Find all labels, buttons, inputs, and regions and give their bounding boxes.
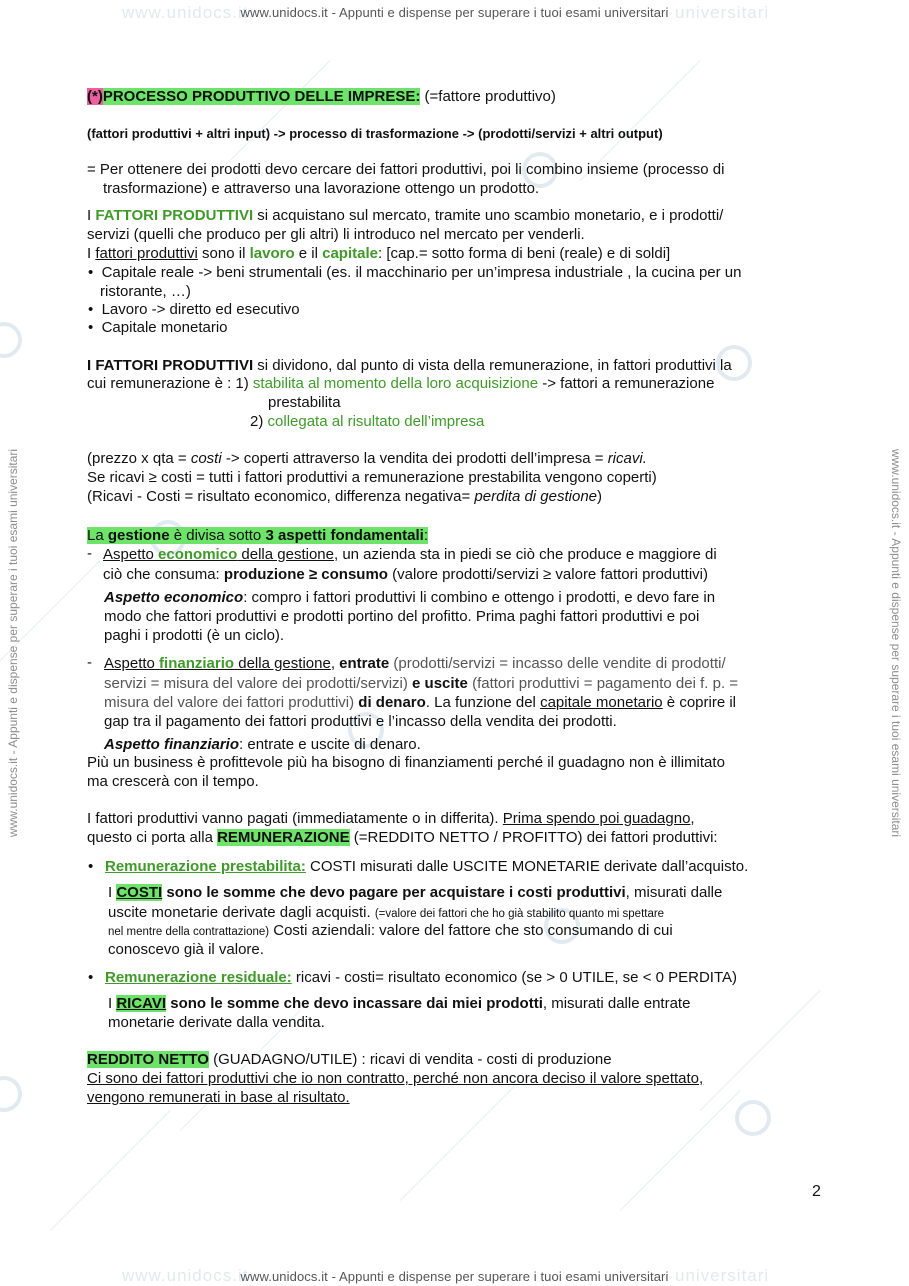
text: entrate <box>339 655 390 672</box>
text: Prima spendo poi guadagno <box>502 810 691 827</box>
text: Aspetto finanziario <box>104 736 240 753</box>
text: ciò che consuma: <box>103 566 224 583</box>
text: cui remunerazione è : 1) <box>87 375 253 392</box>
text: La <box>87 527 108 544</box>
text: misura del valore dei fattori produttivi) <box>104 694 359 711</box>
text: : entrate e uscite di denaro. <box>239 736 421 753</box>
capitale-keyword: capitale <box>322 245 378 262</box>
text: della gestione <box>237 546 334 563</box>
title-note: (=fattore produttivo) <box>420 88 556 105</box>
fp-bullet: • Lavoro -> diretto ed esecutivo <box>88 301 300 318</box>
fin-line: gap tra il pagamento dei fattori produttivi e l’incasso della vendita dei prodotti. <box>104 713 617 730</box>
fp-keyword: FATTORI PRODUTTIVI <box>95 207 254 224</box>
page-number: 2 <box>812 1183 821 1200</box>
page-title <box>87 87 556 106</box>
text: I <box>108 884 117 901</box>
text: Capitale monetario <box>101 319 228 336</box>
watermark-side-left: www.unidocs.it - Appunti e dispense per superare i tuoi esami universitari <box>6 448 20 838</box>
text: costi <box>190 450 222 467</box>
text: e il <box>294 245 323 262</box>
text: è coprire il <box>662 694 736 711</box>
costi-line <box>87 487 602 506</box>
text: si dividono, dal punto di vista della remunerazione, in fattori produttivi la <box>253 357 732 374</box>
text: perdita di gestione <box>474 488 598 505</box>
text: Aspetto <box>103 546 159 563</box>
text: Remunerazione prestabilita: <box>105 858 306 875</box>
text: REMUNERAZIONE <box>217 829 350 846</box>
text: collegata al risultato dell’impresa <box>267 413 485 430</box>
text: sono le somme che devo incassare dai miei prodotti <box>166 995 543 1012</box>
text: sono il <box>197 245 250 262</box>
text: : [cap.= sotto forma di beni (reale) e di soldi] <box>378 245 671 262</box>
pagati-line <box>87 828 718 847</box>
text: capitale monetario <box>540 694 663 711</box>
prest-line <box>105 857 748 876</box>
watermark-footer: www.unidocs.it - Appunti e dispense per superare i tuoi esami universitari <box>240 1269 669 1284</box>
costi-line: Se ricavi ≥ costi = tutti i fattori produttivi a remunerazione prestabilita vengono coperti) <box>87 469 657 486</box>
fp-bullet-cont: ristorante, …) <box>100 283 191 300</box>
watermark-ghost-top: www.unidocs.it <box>122 3 249 22</box>
bullet-marker: • <box>88 858 94 875</box>
resid-line <box>108 994 690 1013</box>
fp-line: servizi (quelli che produco per gli altri) li introduco nel mercato per venderli. <box>87 226 585 243</box>
econ-line <box>104 588 715 607</box>
formula-line: (fattori produttivi + altri input) -> processo di trasformazione -> (prodotti/servizi + altri output) <box>87 126 663 141</box>
watermark-side-right: www.unidocs.it - Appunti e dispense per superare i tuoi esami universitari <box>889 448 903 838</box>
econ-line <box>103 565 708 584</box>
text: stabilita al momento della loro acquisizione <box>252 375 539 392</box>
text: , <box>690 810 695 827</box>
text: di denaro <box>358 694 426 711</box>
gestione-tail: Più un business è profittevole più ha bisogno di finanziamenti perché il guadagno non è illimitato <box>87 754 725 771</box>
text: (=valore dei fattori che ho già stabilito quanto mi spettare <box>374 908 665 920</box>
text: COSTI misurati dalle USCITE MONETARIE derivate dall’acquisto. <box>305 858 749 875</box>
text: Costi aziendali: valore del fattore che sto consumando di cui <box>269 922 673 939</box>
text: Lavoro -> diretto ed esecutivo <box>101 301 300 318</box>
fp-line <box>87 206 723 225</box>
watermark-diagonal <box>700 990 821 1111</box>
text: ricavi - costi= risultato economico (se > 0 UTILE, se < 0 PERDITA) <box>291 969 738 986</box>
lavoro-keyword: lavoro <box>249 245 295 262</box>
watermark-diagonal <box>400 1080 521 1201</box>
text: (=REDDITO NETTO / PROFITTO) dei fattori produttivi: <box>349 829 718 846</box>
text: I <box>87 207 96 224</box>
text: uscite monetarie derivate dagli acquisti. <box>108 904 375 921</box>
text: Aspetto economico <box>104 589 244 606</box>
text: I <box>108 995 117 1012</box>
watermark-diagonal <box>50 1110 171 1231</box>
watermark-header: www.unidocs.it - Appunti e dispense per superare i tuoi esami universitari <box>240 5 669 20</box>
watermark-logo-icon <box>735 1100 771 1136</box>
text: (fattori produttivi = pagamento dei f. p. = <box>467 675 739 692</box>
fp-line <box>87 244 670 263</box>
text: (Ricavi - Costi = risultato economico, differenza negativa= <box>87 488 475 505</box>
rem-line <box>87 356 732 375</box>
text: finanziario <box>159 655 235 672</box>
text: I <box>87 245 96 262</box>
fin-line <box>104 693 736 712</box>
text: produzione ≥ consumo <box>223 566 388 583</box>
netto-line: Ci sono dei fattori produttivi che io non contratto, perché non ancora deciso il valore spettato, <box>87 1070 704 1087</box>
text: gestione <box>107 527 170 544</box>
text: (GUADAGNO/UTILE) : ricavi di vendita - costi di produzione <box>208 1051 612 1068</box>
pagati-line <box>87 809 695 828</box>
text: (prezzo x qta = <box>87 450 191 467</box>
watermark-logo-icon <box>0 322 22 358</box>
text: questo ci porta alla <box>87 829 218 846</box>
rem-line: prestabilita <box>268 394 341 411</box>
econ-line <box>103 545 717 564</box>
fin-line <box>104 654 726 673</box>
title-marker: (*) <box>87 88 103 105</box>
text: , <box>330 655 340 672</box>
prest-line: conoscevo già il valore. <box>108 941 264 958</box>
text: Remunerazione residuale: <box>105 969 292 986</box>
rem-line <box>250 412 484 431</box>
netto-line: vengono remunerati in base al risultato. <box>87 1089 350 1106</box>
resid-line: monetarie derivate dalla vendita. <box>108 1014 325 1031</box>
costi-line <box>87 449 647 468</box>
text: Capitale reale -> beni strumentali (es. il macchinario per un’impresa industriale , la cucina per un <box>101 264 742 281</box>
text: si acquistano sul mercato, tramite uno scambio monetario, e i prodotti/ <box>253 207 724 224</box>
econ-line: modo che fattori produttivi e prodotti portino del profitto. Prima paghi fattori produttivi e poi <box>104 608 700 625</box>
text: della gestione <box>234 655 331 672</box>
gestione-tail: ma crescerà con il tempo. <box>87 773 259 790</box>
text: , misurati dalle <box>625 884 723 901</box>
text: sono le somme che devo pagare per acquistare i costi produttivi <box>162 884 626 901</box>
text: e uscite <box>412 675 468 692</box>
text: COSTI <box>116 884 163 901</box>
text: (prodotti/servizi = incasso delle vendite di prodotti/ <box>389 655 726 672</box>
fp-bullet: • Capitale monetario <box>88 319 228 336</box>
watermark-ghost-bottom: www.unidocs.it <box>122 1266 249 1285</box>
text: ) <box>597 488 603 505</box>
text: : <box>423 527 428 544</box>
bullet-marker: • <box>88 969 94 986</box>
watermark-logo-icon <box>0 1076 22 1112</box>
text: Aspetto <box>104 655 160 672</box>
econ-line: paghi i prodotti (è un ciclo). <box>104 627 285 644</box>
text: 2) <box>250 413 268 430</box>
fp-underline: fattori produttivi <box>95 245 198 262</box>
text: (valore prodotti/servizi ≥ valore fattori produttivi) <box>387 566 708 583</box>
text: 3 aspetti fondamentali <box>265 527 424 544</box>
dash-marker: - <box>87 545 92 562</box>
text: è divisa sotto <box>169 527 266 544</box>
netto-line <box>87 1050 612 1069</box>
prest-line <box>108 883 722 902</box>
rem-line <box>87 374 714 393</box>
text: servizi = misura del valore dei prodotti/servizi) <box>104 675 413 692</box>
text: . La funzione del <box>425 694 541 711</box>
text: -> fattori a remunerazione <box>538 375 715 392</box>
text: : compro i fattori produttivi li combino e ottengo i prodotti, e devo fare in <box>243 589 716 606</box>
text: RICAVI <box>116 995 167 1012</box>
fp-bullet: • Capitale reale -> beni strumentali (es. il macchinario per un’impresa industriale , la cucina per un <box>88 264 742 281</box>
resid-line <box>105 968 737 987</box>
text: -> coperti attraverso la vendita dei prodotti dell’impresa = <box>221 450 608 467</box>
intro-line: = Per ottenere dei prodotti devo cercare dei fattori produttivi, poi li combino insieme (processo di <box>87 161 725 178</box>
text: I FATTORI PRODUTTIVI <box>87 357 254 374</box>
intro-line: trasformazione) e attraverso una lavorazione ottengo un prodotto. <box>103 180 540 197</box>
watermark-ghost-bottom-right: universitari <box>675 1266 770 1285</box>
text: ricavi. <box>607 450 647 467</box>
title-text: PROCESSO PRODUTTIVO DELLE IMPRESE: <box>102 88 421 105</box>
watermark-diagonal <box>620 1090 741 1211</box>
text: REDDITO NETTO <box>87 1051 209 1068</box>
dash-marker: - <box>87 654 92 671</box>
text: , misurati dalle entrate <box>542 995 691 1012</box>
text: economico <box>158 546 238 563</box>
text: I fattori produttivi vanno pagati (immediatamente o in differita). <box>87 810 503 827</box>
text: nel mentre della contrattazione) <box>108 926 270 938</box>
text: , un azienda sta in piedi se ciò che produce e maggiore di <box>333 546 717 563</box>
gestione-heading <box>87 526 428 545</box>
fin-line <box>104 735 421 754</box>
watermark-ghost-top-right: universitari <box>675 3 770 22</box>
prest-line <box>108 921 673 942</box>
fin-line <box>104 674 738 693</box>
